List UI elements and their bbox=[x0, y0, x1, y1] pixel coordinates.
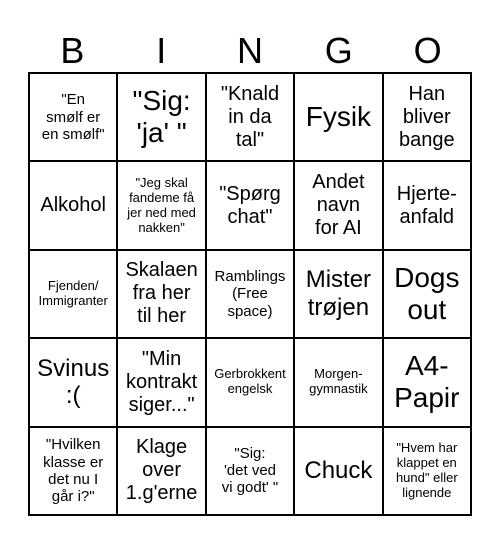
bingo-cell[interactable]: Chuck bbox=[294, 427, 382, 515]
bingo-cell[interactable]: Klage over 1.g'erne bbox=[117, 427, 205, 515]
bingo-cell[interactable]: "Min kontrakt siger..." bbox=[117, 338, 205, 426]
bingo-board bbox=[28, 72, 472, 516]
bingo-cell[interactable]: "En smølf er en smølf" bbox=[29, 73, 117, 161]
bingo-cell[interactable]: Ramblings (Free space) bbox=[206, 250, 294, 338]
bingo-cell[interactable]: Han bliver bange bbox=[383, 73, 471, 161]
bingo-cell[interactable]: "Jeg skal fandeme få jer ned med nakken" bbox=[117, 161, 205, 249]
bingo-cell[interactable]: A4- Papir bbox=[383, 338, 471, 426]
bingo-cell[interactable]: Andet navn for AI bbox=[294, 161, 382, 249]
bingo-cell[interactable]: "Sig: 'det ved vi godt' " bbox=[206, 427, 294, 515]
bingo-cell[interactable]: "Hvem har klappet en hund" eller lignende bbox=[383, 427, 471, 515]
header-letter-i: I bbox=[156, 30, 167, 71]
bingo-cell[interactable]: Alkohol bbox=[29, 161, 117, 249]
bingo-cell[interactable]: Hjerte- anfald bbox=[383, 161, 471, 249]
header-letter-n: N bbox=[236, 30, 263, 71]
header-letter-g: G bbox=[324, 30, 353, 71]
bingo-cell[interactable]: Dogs out bbox=[383, 250, 471, 338]
bingo-cell[interactable]: Mister trøjen bbox=[294, 250, 382, 338]
bingo-cell[interactable]: Morgen- gymnastik bbox=[294, 338, 382, 426]
bingo-cell[interactable]: "Spørg chat" bbox=[206, 161, 294, 249]
header-letter-o: O bbox=[413, 30, 442, 71]
bingo-cell[interactable]: "Knald in da tal" bbox=[206, 73, 294, 161]
bingo-cell[interactable]: "Hvilken klasse er det nu I går i?" bbox=[29, 427, 117, 515]
bingo-cell[interactable]: Svinus :( bbox=[29, 338, 117, 426]
bingo-header bbox=[28, 30, 472, 72]
bingo-cell[interactable]: Skalaen fra her til her bbox=[117, 250, 205, 338]
bingo-cell[interactable]: Gerbrokkent engelsk bbox=[206, 338, 294, 426]
bingo-cell[interactable]: "Sig: 'ja' " bbox=[117, 73, 205, 161]
bingo-cell[interactable]: Fjenden/ Immigranter bbox=[29, 250, 117, 338]
bingo-cell[interactable]: Fysik bbox=[294, 73, 382, 161]
header-letter-b: B bbox=[60, 30, 85, 71]
